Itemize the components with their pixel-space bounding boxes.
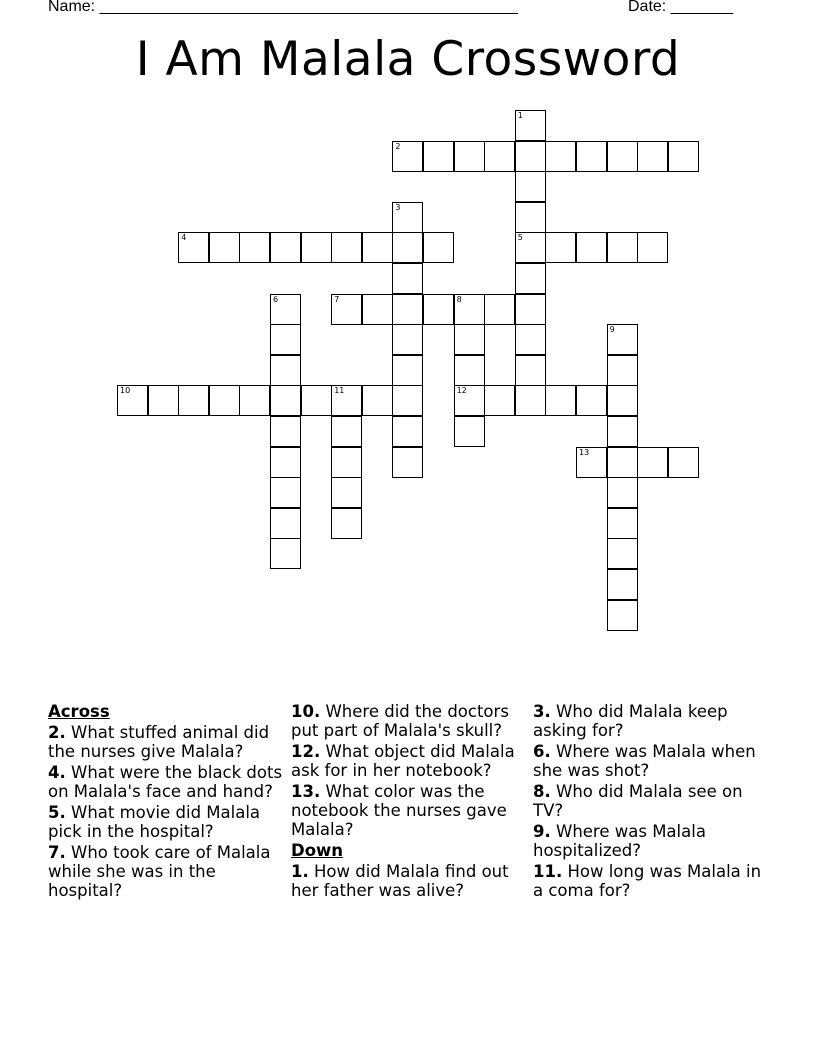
grid-cell[interactable]	[515, 110, 546, 141]
grid-cell[interactable]	[607, 232, 638, 263]
grid-cell[interactable]	[362, 385, 393, 416]
clue-column-2	[291, 702, 521, 902]
grid-cell[interactable]	[362, 294, 393, 325]
clue-down-9: 9. Where was Malala hospitalized?	[533, 822, 706, 860]
grid-cell[interactable]	[454, 416, 485, 447]
clue-number: 2	[395, 141, 401, 151]
clue-across-5: 5. What movie did Malala pick in the hospital?	[48, 803, 261, 841]
grid-cell[interactable]	[454, 141, 485, 172]
clue-across-4: 4. What were the black dots on Malala's face and hand?	[48, 763, 283, 801]
grid-cell[interactable]	[270, 447, 301, 478]
clue-across-7: 7. Who took care of Malala while she was in the hospital?	[48, 843, 271, 900]
grid-cell[interactable]	[392, 385, 423, 416]
clue-number: 13	[579, 447, 590, 457]
grid-cell[interactable]	[331, 508, 362, 539]
grid-cell[interactable]	[331, 232, 362, 263]
grid-cell[interactable]	[392, 202, 423, 233]
grid-cell[interactable]	[576, 141, 607, 172]
grid-cell[interactable]	[148, 385, 179, 416]
grid-cell[interactable]	[515, 171, 546, 202]
grid-cell[interactable]	[515, 141, 546, 172]
grid-cell[interactable]	[515, 202, 546, 233]
clue-down-1: 1. How did Malala find out her father was alive?	[291, 862, 509, 900]
grid-cell[interactable]	[392, 324, 423, 355]
down-heading: Down	[291, 841, 344, 860]
grid-cell[interactable]	[637, 232, 668, 263]
clue-down-3: 3. Who did Malala keep asking for?	[533, 702, 728, 740]
grid-cell[interactable]	[515, 324, 546, 355]
grid-cell[interactable]	[484, 294, 515, 325]
clue-across-10: 10. Where did the doctors put part of Malala's skull?	[291, 702, 509, 740]
grid-cell[interactable]	[637, 141, 668, 172]
grid-cell[interactable]	[515, 385, 546, 416]
grid-cell[interactable]	[637, 447, 668, 478]
grid-cell[interactable]	[454, 324, 485, 355]
grid-cell[interactable]	[392, 416, 423, 447]
clue-down-8: 8. Who did Malala see on TV?	[533, 782, 743, 820]
grid-cell[interactable]	[331, 385, 362, 416]
grid-cell[interactable]	[270, 508, 301, 539]
grid-cell[interactable]	[270, 324, 301, 355]
grid-cell[interactable]	[392, 141, 423, 172]
date-field[interactable]: Date: _______	[628, 0, 733, 15]
clue-number: 4	[181, 233, 187, 243]
name-field[interactable]: Name: _______________________________________________	[48, 0, 518, 15]
grid-cell[interactable]	[607, 416, 638, 447]
grid-cell[interactable]	[270, 232, 301, 263]
clue-column-3	[533, 702, 763, 902]
grid-cell[interactable]	[545, 141, 576, 172]
clue-number: 1	[517, 111, 523, 120]
clue-number: 5	[517, 233, 523, 243]
grid-cell[interactable]	[607, 447, 638, 478]
grid-cell[interactable]	[607, 477, 638, 508]
clue-number: 9	[609, 325, 615, 335]
grid-cell[interactable]	[209, 232, 240, 263]
clue-number: 3	[395, 202, 401, 212]
clue-number: 8	[456, 294, 462, 304]
grid-cell[interactable]	[209, 385, 240, 416]
grid-cell[interactable]	[607, 385, 638, 416]
grid-cell[interactable]	[454, 385, 485, 416]
grid-cell[interactable]	[270, 416, 301, 447]
grid-cell[interactable]	[576, 447, 607, 478]
clue-down-6: 6. Where was Malala when she was shot?	[533, 742, 756, 780]
grid-cell[interactable]	[117, 385, 148, 416]
grid-cell[interactable]	[392, 355, 423, 386]
grid-cell[interactable]	[239, 385, 270, 416]
clue-number: 6	[273, 294, 279, 304]
clue-column-1	[48, 702, 284, 902]
grid-cell[interactable]	[454, 294, 485, 325]
grid-cell[interactable]	[270, 355, 301, 386]
grid-cell[interactable]	[607, 508, 638, 539]
grid-cell[interactable]	[392, 263, 423, 294]
grid-cell[interactable]	[423, 294, 454, 325]
grid-cell[interactable]	[515, 232, 546, 263]
grid-cell[interactable]	[576, 385, 607, 416]
grid-cell[interactable]	[607, 600, 638, 631]
clue-number: 7	[334, 294, 340, 304]
grid-cell[interactable]	[576, 232, 607, 263]
page-title: I Am Malala Crossword	[135, 32, 681, 87]
grid-cell[interactable]	[668, 141, 699, 172]
clue-across-2: 2. What stuffed animal did the nurses give Malala?	[48, 723, 270, 761]
grid-cell[interactable]	[454, 355, 485, 386]
grid-cell[interactable]	[484, 141, 515, 172]
grid-cell[interactable]	[423, 232, 454, 263]
clue-across-13: 13. What color was the notebook the nurses gave Malala?	[291, 782, 507, 839]
grid-cell[interactable]	[607, 355, 638, 386]
grid-cell[interactable]	[545, 232, 576, 263]
grid-cell[interactable]	[607, 324, 638, 355]
grid-cell[interactable]	[301, 232, 332, 263]
grid-cell[interactable]	[668, 447, 699, 478]
clue-number: 12	[456, 386, 467, 396]
grid-cell[interactable]	[392, 447, 423, 478]
across-heading: Across	[48, 702, 110, 721]
grid-cell[interactable]	[515, 263, 546, 294]
grid-cell[interactable]	[301, 385, 332, 416]
grid-cell[interactable]	[331, 447, 362, 478]
grid-cell[interactable]	[331, 416, 362, 447]
grid-cell[interactable]	[331, 294, 362, 325]
grid-cell[interactable]	[607, 569, 638, 600]
clue-number: 11	[334, 386, 345, 396]
grid-cell[interactable]	[270, 538, 301, 569]
grid-cell[interactable]	[484, 385, 515, 416]
grid-cell[interactable]	[423, 141, 454, 172]
grid-cell[interactable]	[515, 355, 546, 386]
grid-cell[interactable]	[607, 141, 638, 172]
grid-cell[interactable]	[392, 294, 423, 325]
grid-cell[interactable]	[392, 232, 423, 263]
grid-cell[interactable]	[178, 232, 209, 263]
clue-across-12: 12. What object did Malala ask for in her notebook?	[291, 742, 515, 780]
grid-cell[interactable]	[178, 385, 209, 416]
grid-cell[interactable]	[270, 294, 301, 325]
clue-down-11: 11. How long was Malala in a coma for?	[533, 862, 762, 900]
grid-cell[interactable]	[239, 232, 270, 263]
grid-cell[interactable]	[545, 385, 576, 416]
grid-cell[interactable]	[270, 385, 301, 416]
clue-number: 10	[120, 386, 131, 396]
grid-cell[interactable]	[515, 294, 546, 325]
grid-cell[interactable]	[607, 538, 638, 569]
grid-cell[interactable]	[362, 232, 393, 263]
grid-cell[interactable]	[270, 477, 301, 508]
grid-cell[interactable]	[331, 477, 362, 508]
